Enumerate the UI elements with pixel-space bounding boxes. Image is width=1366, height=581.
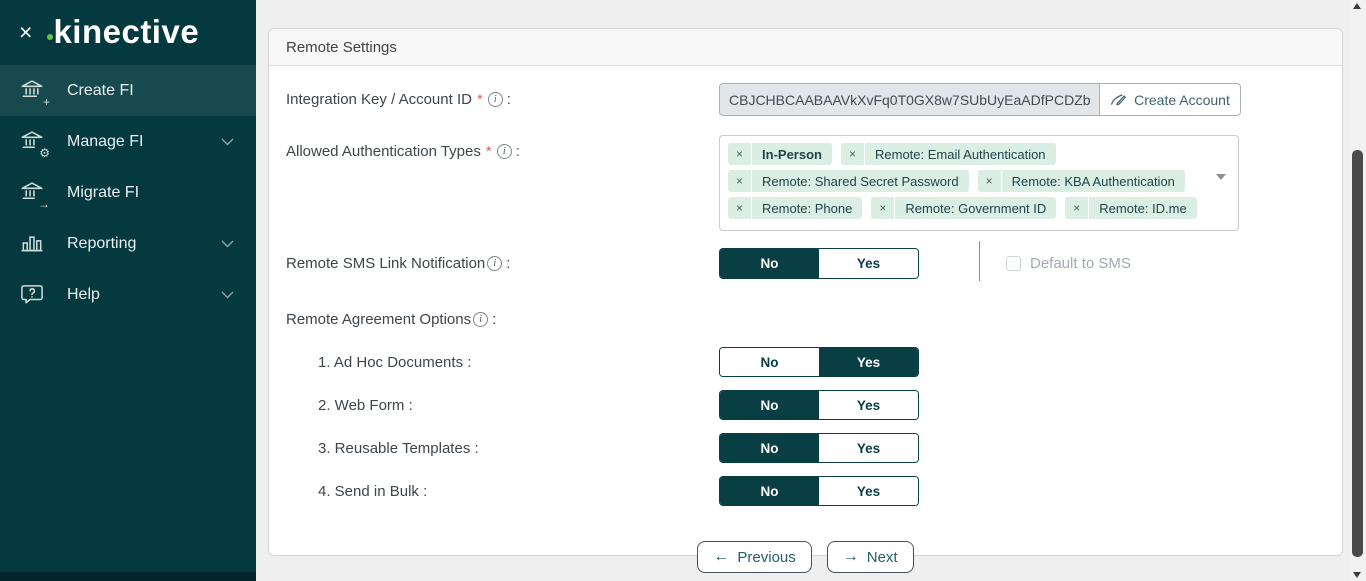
sms-notification-label: Remote SMS Link Notification i : bbox=[286, 255, 511, 272]
bank-arrow-icon: → bbox=[19, 179, 46, 206]
panel-header bbox=[269, 29, 1342, 66]
toggle-yes[interactable]: Yes bbox=[819, 348, 918, 376]
info-icon[interactable]: i bbox=[488, 92, 503, 107]
integration-key-label: Integration Key / Account ID * i : bbox=[286, 91, 511, 108]
sidebar-bottom-strip bbox=[0, 572, 256, 581]
bank-plus-icon: + bbox=[19, 77, 46, 104]
auth-tag: × Remote: KBA Authentication bbox=[978, 170, 1185, 192]
chevron-down-icon bbox=[221, 138, 234, 146]
ad-hoc-documents-toggle[interactable] bbox=[719, 347, 919, 377]
auth-tag: × Remote: ID.me bbox=[1065, 197, 1196, 219]
toggle-yes[interactable]: Yes bbox=[819, 434, 918, 462]
reusable-templates-toggle[interactable] bbox=[719, 433, 919, 463]
bar-chart-icon bbox=[19, 230, 46, 257]
sidebar-item-label: Migrate FI bbox=[67, 183, 140, 201]
toggle-yes[interactable]: Yes bbox=[819, 249, 918, 278]
sidebar-item-migrate-fi[interactable] bbox=[0, 167, 256, 218]
toggle-yes[interactable]: Yes bbox=[819, 391, 918, 419]
help-bubble-icon bbox=[19, 281, 46, 308]
scroll-up-arrow-icon[interactable] bbox=[1353, 3, 1361, 9]
remove-tag-icon[interactable]: × bbox=[728, 170, 752, 192]
sidebar-item-manage-fi[interactable] bbox=[0, 116, 256, 167]
vertical-scrollbar[interactable] bbox=[1349, 0, 1366, 581]
web-form-row bbox=[269, 390, 1342, 420]
remove-tag-icon[interactable]: × bbox=[871, 197, 895, 219]
remove-tag-icon[interactable]: × bbox=[978, 170, 1002, 192]
sidebar-item-reporting[interactable] bbox=[0, 218, 256, 269]
remove-tag-icon[interactable]: × bbox=[1065, 197, 1089, 219]
send-in-bulk-row bbox=[269, 476, 1342, 506]
vertical-divider bbox=[979, 241, 980, 281]
sidebar-header bbox=[0, 0, 256, 64]
agreement-options-row bbox=[269, 310, 1342, 328]
default-to-sms-option bbox=[1006, 255, 1131, 272]
info-icon[interactable]: i bbox=[487, 256, 502, 271]
dropdown-caret-icon[interactable] bbox=[1216, 174, 1226, 180]
auth-types-row bbox=[269, 135, 1342, 231]
close-sidebar-icon[interactable]: × bbox=[19, 18, 33, 45]
sidebar-menu bbox=[0, 65, 256, 320]
scroll-down-arrow-icon[interactable] bbox=[1353, 572, 1361, 578]
required-marker: * bbox=[485, 143, 492, 160]
remove-tag-icon[interactable]: × bbox=[728, 197, 752, 219]
agreement-options-label: Remote Agreement Options i : bbox=[286, 310, 497, 328]
ad-hoc-documents-label: 1. Ad Hoc Documents : bbox=[318, 353, 472, 371]
sms-notification-row bbox=[269, 248, 1342, 279]
auth-tag: × Remote: Shared Secret Password bbox=[728, 170, 969, 192]
send-in-bulk-label: 4. Send in Bulk : bbox=[318, 482, 428, 500]
sidebar-item-label: Create FI bbox=[67, 81, 134, 99]
web-form-toggle[interactable] bbox=[719, 390, 919, 420]
right-arrow-icon: → bbox=[842, 548, 859, 565]
sidebar-item-help[interactable] bbox=[0, 269, 256, 320]
toggle-no[interactable]: No bbox=[720, 249, 819, 278]
ad-hoc-documents-row bbox=[269, 347, 1342, 377]
auth-tag: × In-Person bbox=[728, 143, 832, 165]
remove-tag-icon[interactable]: × bbox=[841, 143, 865, 165]
send-in-bulk-toggle[interactable] bbox=[719, 476, 919, 506]
left-arrow-icon: ← bbox=[713, 548, 730, 565]
auth-tag: × Remote: Phone bbox=[728, 197, 862, 219]
chevron-down-icon bbox=[221, 291, 234, 299]
auth-types-multiselect[interactable] bbox=[719, 135, 1239, 231]
info-icon[interactable]: i bbox=[497, 144, 512, 159]
chevron-down-icon bbox=[221, 240, 234, 248]
sidebar bbox=[0, 0, 256, 581]
toggle-no[interactable]: No bbox=[720, 391, 819, 419]
reusable-templates-row bbox=[269, 433, 1342, 463]
remote-settings-panel bbox=[268, 28, 1343, 566]
wizard-nav-row bbox=[269, 541, 1342, 573]
sidebar-item-label: Manage FI bbox=[67, 132, 144, 150]
main-content bbox=[256, 0, 1349, 581]
bank-gear-icon: ⚙ bbox=[19, 128, 46, 155]
kinective-logo bbox=[48, 13, 199, 51]
sign-pen-icon bbox=[1110, 92, 1127, 107]
integration-key-row bbox=[269, 83, 1342, 116]
auth-types-label: Allowed Authentication Types * i : bbox=[286, 143, 520, 160]
logo-text: kinective bbox=[53, 13, 200, 50]
remove-tag-icon[interactable]: × bbox=[728, 143, 752, 165]
reusable-templates-label: 3. Reusable Templates : bbox=[318, 439, 479, 457]
auth-tag: × Remote: Government ID bbox=[871, 197, 1056, 219]
toggle-no[interactable]: No bbox=[720, 348, 819, 376]
sidebar-item-label: Help bbox=[67, 285, 100, 303]
web-form-label: 2. Web Form : bbox=[318, 396, 413, 414]
toggle-no[interactable]: No bbox=[720, 434, 819, 462]
default-to-sms-label: Default to SMS bbox=[1030, 255, 1131, 272]
previous-button[interactable]: ← Previous bbox=[697, 541, 811, 573]
scrollbar-thumb[interactable] bbox=[1352, 150, 1363, 557]
integration-key-input[interactable] bbox=[719, 83, 1099, 116]
sidebar-item-create-fi[interactable] bbox=[0, 65, 256, 116]
create-account-button[interactable]: Create Account bbox=[1099, 83, 1241, 116]
default-to-sms-checkbox[interactable] bbox=[1006, 256, 1021, 271]
toggle-no[interactable]: No bbox=[720, 477, 819, 505]
auth-tag: × Remote: Email Authentication bbox=[841, 143, 1056, 165]
sidebar-item-label: Reporting bbox=[67, 234, 137, 252]
sms-notification-toggle[interactable] bbox=[719, 248, 919, 279]
info-icon[interactable]: i bbox=[473, 312, 488, 327]
panel-title: Remote Settings bbox=[286, 38, 397, 56]
required-marker: * bbox=[476, 91, 483, 108]
toggle-yes[interactable]: Yes bbox=[819, 477, 918, 505]
next-button[interactable]: → Next bbox=[827, 541, 914, 573]
